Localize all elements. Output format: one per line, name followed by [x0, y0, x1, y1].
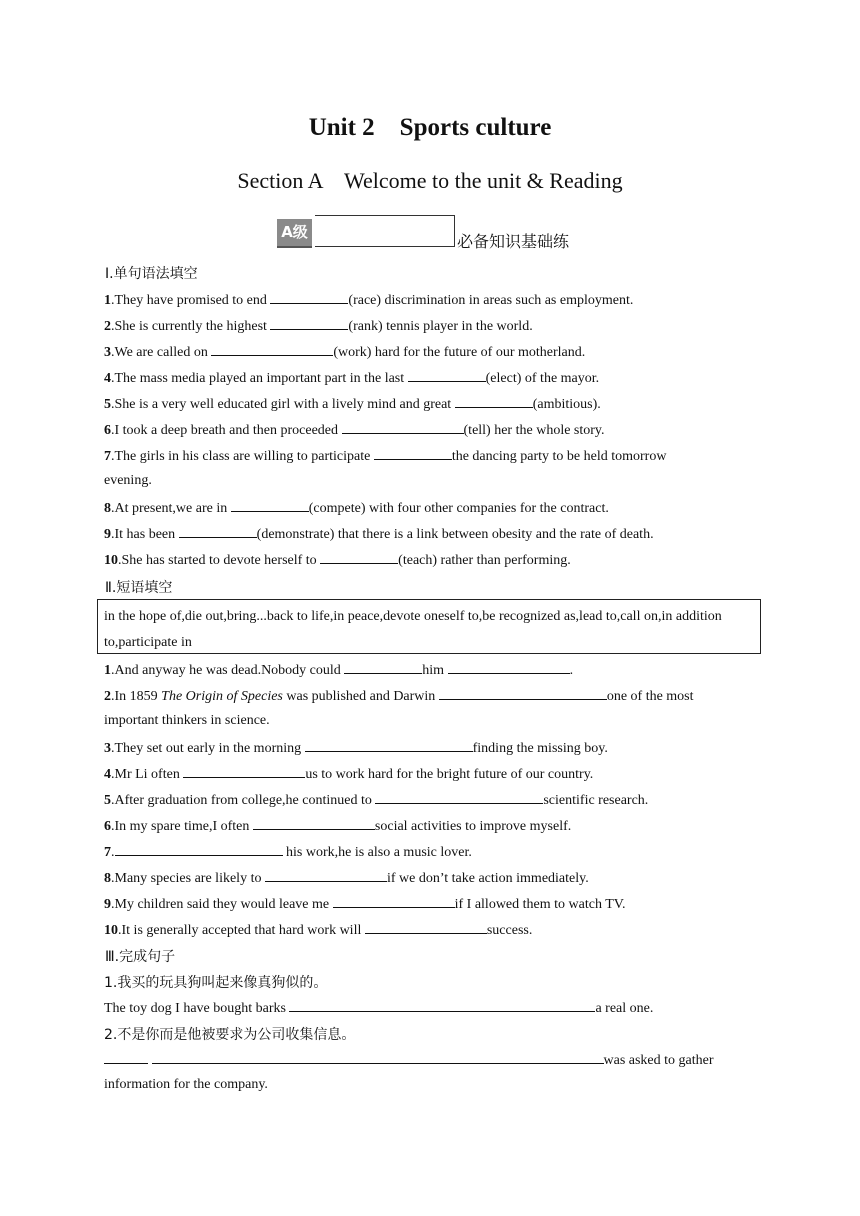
part3-heading: Ⅲ.完成句子: [105, 949, 176, 965]
answer-blank[interactable]: [439, 687, 607, 700]
section-title: Section A Welcome to the unit & Reading: [237, 168, 623, 193]
level-text: 必备知识基础练: [457, 232, 570, 251]
answer-blank[interactable]: [270, 291, 348, 304]
part1-item-6: 6.I took a deep breath and then proceeded (tell) her the whole story.: [104, 423, 605, 438]
phrase-bank-box: in the hope of,die out,bring...back to life,in peace,devote oneself to,be recognized as,lead to,call on,in addition to,participate in: [97, 599, 761, 654]
answer-blank[interactable]: [342, 421, 464, 434]
level-badge: A级: [277, 219, 312, 248]
part2-item-4: 4.Mr Li often us to work hard for the bright future of our country.: [104, 767, 594, 782]
answer-blank[interactable]: [289, 999, 595, 1012]
part3-q2-cont: information for the company.: [104, 1077, 268, 1092]
answer-blank[interactable]: [270, 317, 348, 330]
answer-blank[interactable]: [115, 843, 283, 856]
part1-item-7: 7.The girls in his class are willing to participate the dancing party to be held tomorrow: [104, 449, 667, 464]
part1-item-2: 2.She is currently the highest (rank) tennis player in the world.: [104, 319, 533, 334]
part1-item-7-cont: evening.: [104, 473, 152, 488]
part2-heading: Ⅱ.短语填空: [105, 580, 173, 596]
answer-blank[interactable]: [448, 661, 570, 674]
part2-item-9: 9.My children said they would leave me if I allowed them to watch TV.: [104, 897, 626, 912]
part2-item-8: 8.Many species are likely to if we don’t take action immediately.: [104, 871, 589, 886]
part3-q2-chinese: 2.不是你而是他被要求为公司收集信息。: [104, 1027, 356, 1043]
answer-blank[interactable]: [344, 661, 422, 674]
part1-item-9: 9.It has been (demonstrate) that there is a link between obesity and the rate of death.: [104, 527, 654, 542]
answer-blank[interactable]: [375, 791, 543, 804]
part1-item-5: 5.She is a very well educated girl with a lively mind and great (ambitious).: [104, 397, 601, 412]
part2-item-7: 7. his work,he is also a music lover.: [104, 845, 472, 860]
part1-item-10: 10.She has started to devote herself to (teach) rather than performing.: [104, 553, 571, 568]
answer-blank[interactable]: [183, 765, 305, 778]
part1-item-4: 4.The mass media played an important part in the last (elect) of the mayor.: [104, 371, 600, 386]
part1-item-3: 3.We are called on (work) hard for the future of our motherland.: [104, 345, 586, 360]
part2-item-6: 6.In my spare time,I often social activities to improve myself.: [104, 819, 572, 834]
answer-blank[interactable]: [333, 895, 455, 908]
answer-blank[interactable]: [265, 869, 387, 882]
answer-blank[interactable]: [179, 525, 257, 538]
part3-q1-chinese: 1.我买的玩具狗叫起来像真狗似的。: [104, 975, 328, 991]
part2-item-2: 2.In 1859 The Origin of Species was published and Darwin one of the most: [104, 689, 694, 704]
answer-blank[interactable]: [365, 921, 487, 934]
level-bracket: [315, 215, 455, 247]
part1-heading: Ⅰ.单句语法填空: [105, 266, 198, 282]
part1-item-8: 8.At present,we are in (compete) with four other companies for the contract.: [104, 501, 609, 516]
answer-blank[interactable]: [320, 551, 398, 564]
part3-q2: was asked to gather: [104, 1051, 714, 1069]
answer-blank[interactable]: [231, 499, 309, 512]
answer-blank[interactable]: [152, 1051, 604, 1064]
answer-blank[interactable]: [374, 447, 452, 460]
part2-item-1: 1.And anyway he was dead.Nobody could him .: [104, 663, 574, 678]
part2-item-10: 10.It is generally accepted that hard work will success.: [104, 923, 533, 938]
part3-q1: The toy dog I have bought barks a real one.: [104, 1001, 654, 1016]
unit-title: Unit 2 Sports culture: [308, 114, 552, 141]
answer-blank[interactable]: [408, 369, 486, 382]
answer-blank[interactable]: [253, 817, 375, 830]
answer-blank[interactable]: [455, 395, 533, 408]
part2-item-5: 5.After graduation from college,he continued to scientific research.: [104, 793, 649, 808]
part2-item-3: 3.They set out early in the morning finding the missing boy.: [104, 741, 608, 756]
answer-blank[interactable]: [305, 739, 473, 752]
answer-blank[interactable]: [211, 343, 333, 356]
answer-blank[interactable]: [104, 1051, 148, 1064]
part1-item-1: 1.They have promised to end (race) discrimination in areas such as employment.: [104, 293, 634, 308]
part2-item-2-cont: important thinkers in science.: [104, 713, 270, 728]
